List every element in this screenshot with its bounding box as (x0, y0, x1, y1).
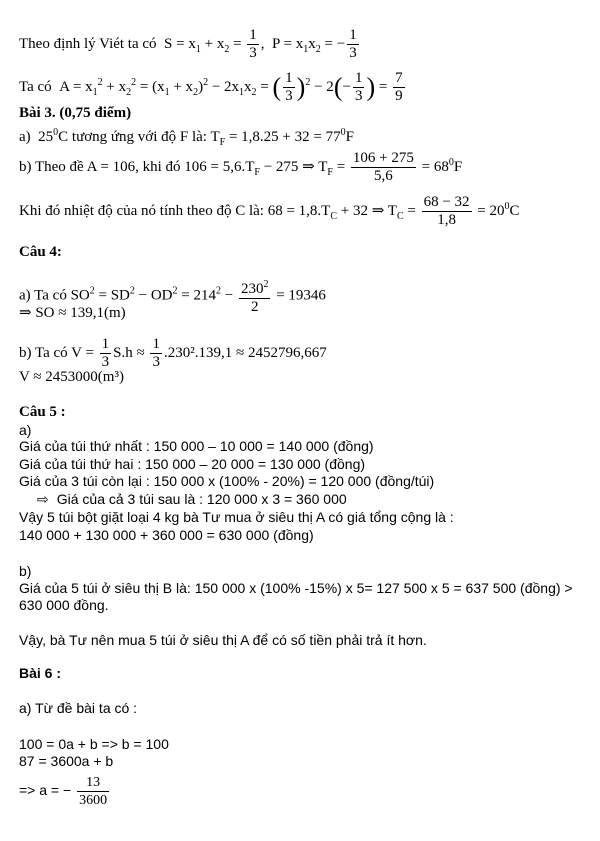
fraction: $\frac{1}{3}$ (101, 336, 110, 370)
bai6-last-line: => a = − $\frac{13}{3600}$ (19, 775, 108, 808)
fraction: $\frac{1}{3}$ (152, 336, 160, 370)
fraction: $\frac{1}{3}$ (249, 27, 257, 61)
bai3-b-line: b) Theo đề A = 106, khi đó $106 = 5,6.T_F - 275$ ⇒ $T_F$ = $\frac{106 + 275}{5,6}$ = $68^0F$ (19, 150, 463, 184)
cau5-line: b) (19, 563, 32, 579)
cau5-line: Giá của túi thứ hai : 150 000 – 20 000 = 130 000 (đồng) (19, 456, 366, 472)
fraction: $\frac{106 + 275}{5,6}$ (352, 150, 414, 184)
fraction: $\frac{230^2}{2}$ (239, 276, 271, 316)
ta-co-text: Ta có (19, 78, 52, 95)
cau4-b-line: b) Ta có V = $\frac{1}{3}$ S.h ≈ $\frac{1}{3}$ .230².139,1 ≈ 2452796,667 (19, 336, 327, 370)
a-expression-line: Ta có $A = x_1^2 + x_2^2 = (x_1 + x_2)^2 - 2x_1x_2$ = ( $\frac{1}{3}$ )$^2$ − 2(− $\frac{1}{3}$ ) = $\frac{7}{9}$ (19, 70, 403, 104)
cau5-line: 140 000 + 130 000 + 360 000 = 630 000 (đồng) (19, 527, 314, 543)
cau5-line: 630 000 đồng. (19, 597, 109, 613)
implies-arrow-icon: ⇨ (37, 491, 49, 507)
fraction: $\frac{1}{3}$ (349, 27, 357, 61)
viet-line: Theo định lý Viét ta có $S = x_1 + x_2$ = $\frac{1}{3}$ , $P = x_1x_2$ = − $\frac{1}{3}$ (19, 27, 357, 61)
bai3-c-line: Khi đó nhiệt độ của nó tính theo độ C là: $68 = 1,8.T_C + 32$ ⇒ $T_C$ = $\frac{68 - 32}{1,8}$ = $20^0C$ (19, 194, 520, 228)
cau5-line: Vậy 5 túi bột giặt loại 4 kg bà Tư mua ở siêu thị A có giá tổng cộng là : (19, 509, 454, 525)
cau4-heading: Câu 4: (19, 244, 62, 260)
fraction: $\frac{13}{3600}$ (79, 775, 108, 808)
fraction: $\frac{1}{3}$ (354, 70, 363, 104)
cau5-line: Giá của túi thứ nhất : 150 000 – 10 000 = 140 000 (đồng) (19, 438, 374, 454)
bai6-line: a) Từ đề bài ta có : (19, 700, 138, 716)
fraction: $\frac{7}{9}$ (395, 70, 403, 104)
cau5-line: Giá của 3 túi còn lại : 150 000 x (100% - 20%) = 120 000 (đồng/túi) (19, 473, 435, 489)
bai6-heading: Bài 6 : (19, 665, 62, 681)
cau5-line-arrow: ⇨ Giá của cả 3 túi sau là : 120 000 x 3 = 360 000 (37, 491, 347, 507)
cau5-line: Vậy, bà Tư nên mua 5 túi ở siêu thị A để có số tiền phải trả ít hơn. (19, 632, 427, 648)
cau5-line: a) (19, 422, 32, 438)
viet-text: Theo định lý Viét ta có (19, 35, 157, 52)
bai6-line: 87 = 3600a + b (19, 753, 114, 769)
cau5-line: Giá của 5 túi ở siêu thị B là: 150 000 x (100% -15%) x 5= 127 500 x 5 = 637 500 (đồng) > (19, 580, 573, 596)
fraction: $\frac{68 - 32}{1,8}$ (423, 194, 470, 228)
bai6-line: 100 = 0a + b => b = 100 (19, 736, 169, 752)
cau4-a-line: a) Ta có $SO^2 = SD^2 - OD^2 = 214^2$ − $\frac{230^2}{2}$ = 19346 (19, 276, 326, 316)
bai3-a-line: a) $25^0C$ tương ứng với độ F là: $T_F = 1,8.25 + 32 = 77^0F$ (19, 127, 354, 148)
bai3-heading: Bài 3. (0,75 điểm) (19, 105, 132, 121)
cau5-heading: Câu 5 : (19, 404, 66, 420)
cau4-so-line: ⇒ SO ≈ 139,1(m) (19, 305, 126, 321)
fraction: $\frac{1}{3}$ (285, 70, 293, 104)
cau4-v-line: V ≈ 2453000(m³) (19, 369, 124, 385)
